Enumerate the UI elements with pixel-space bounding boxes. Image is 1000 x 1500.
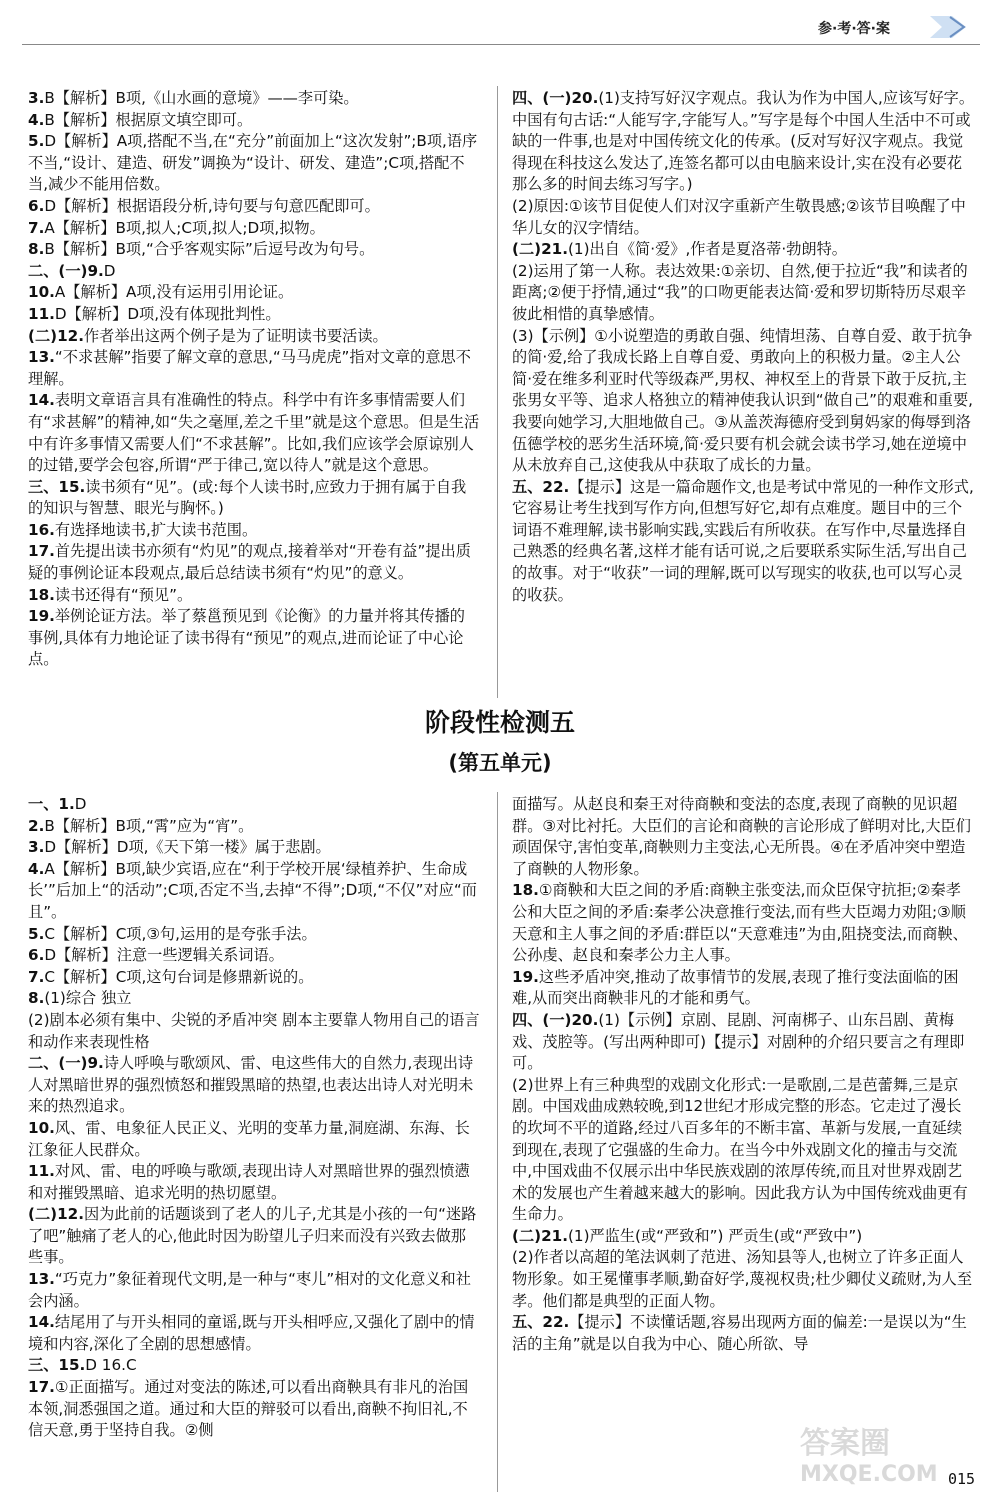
answer-text: 这些矛盾冲突,推动了故事情节的发展,表现了推行变法面临的困难,从而突出商鞅非凡的才能和勇气。 xyxy=(512,967,959,1008)
page-header xyxy=(0,0,1000,40)
answer-item xyxy=(28,131,480,196)
answer-item xyxy=(28,261,480,283)
answer-number: 五、22. xyxy=(512,1313,570,1332)
answer-text: 因为此前的话题谈到了老人的儿子,尤其是小孩的一句“迷路了吧”触痛了老人的心,他此时因为盼望儿子归来而没有兴致去做那些事。 xyxy=(28,1205,477,1267)
answer-text: 诗人呼唤与歌颂风、雷、电这些伟大的自然力,表现出诗人对黑暗世界的强烈愤怒和摧毁黑暗的热望,也表达出诗人对光明未来的热烈追求。 xyxy=(28,1054,474,1116)
section-title: 阶段性检测五 xyxy=(424,708,575,737)
answer-item xyxy=(28,1118,480,1161)
answer-text: “巧克力”象征着现代文明,是一种与“枣儿”相对的文化意义和社会内涵。 xyxy=(28,1270,471,1310)
answer-number: 13. xyxy=(28,348,55,367)
watermark-logo xyxy=(800,1418,970,1488)
answer-text: D xyxy=(103,261,116,280)
answer-item xyxy=(28,837,480,859)
answer-text: 风、雷、电象征人民正义、光明的变革力量,洞庭湖、东海、长江象征人民群众。 xyxy=(28,1118,470,1159)
answer-text: 作者举出这两个例子是为了证明读书要活读。 xyxy=(83,326,388,345)
column-divider xyxy=(497,792,498,1492)
answer-number: 7. xyxy=(28,218,45,237)
answer-text: A【解析】B项,拟人;C项,拟人;D项,拟物。 xyxy=(44,218,325,237)
answer-item xyxy=(28,196,480,218)
answer-number: 6. xyxy=(28,196,45,215)
answer-number: 2. xyxy=(28,816,45,835)
answer-item xyxy=(512,1247,974,1312)
page-number: 015 xyxy=(948,1470,976,1488)
answers-column-4 xyxy=(512,794,974,1355)
answer-item xyxy=(28,282,480,304)
answer-number: 6. xyxy=(28,946,45,965)
answer-item xyxy=(28,304,480,326)
answer-item xyxy=(28,945,480,967)
answer-number: 4. xyxy=(28,110,45,129)
answer-item xyxy=(28,1010,480,1053)
answer-item xyxy=(28,477,480,520)
answer-number: 19. xyxy=(512,967,539,986)
answer-item xyxy=(28,390,480,476)
answer-text: 面描写。从赵良和秦王对待商鞅和变法的态度,表现了商鞅的见识超群。③对比衬托。大臣们的言论和商鞅的言论形成了鲜明对比,大臣们顽固保守,害怕变革,商鞅则力主变法,心无所畏。④在矛盾冲突中塑造了商鞅的人物形象。 xyxy=(512,795,971,878)
watermark-line: MXQE.COM xyxy=(800,1462,938,1487)
answer-item xyxy=(512,1075,974,1226)
answer-text: 举例论证方法。举了蔡邕预见到《论衡》的力量并将其传播的事例,具体有力地论证了读书得有“预见”的观点,进而论证了中心论点。 xyxy=(28,607,465,669)
answer-number: 17. xyxy=(28,1378,55,1397)
answer-item xyxy=(28,520,480,542)
answer-text: 【提示】这是一篇命题作文,也是考试中常见的一种作文形式,它容易让考生找到写作方向,但想写好它,却有点难度。题目中的三个词语不难理解,读书影响实践,实践后有所收获。在写作中,尽量选择自己熟悉的经典名著,这样才能有话可说,之后要联系实际生活,写出自己的故事。对于“收获”一词的理解,既可以写现实的收获,也可以写心灵的收获。 xyxy=(512,477,974,604)
answer-number: 四、(一)20. xyxy=(512,89,599,107)
answer-number: 11. xyxy=(28,1162,55,1181)
answer-number: 10. xyxy=(28,1118,55,1137)
answer-number: (二)21. xyxy=(512,1226,568,1245)
answer-number: 二、(一)9. xyxy=(28,261,104,280)
answer-number: 一、1. xyxy=(28,795,75,813)
answer-number: (二)12. xyxy=(28,1205,84,1224)
answer-number: 三、15. xyxy=(28,1356,86,1375)
answer-text: C【解析】C项,③句,运用的是夸张手法。 xyxy=(44,924,317,943)
answer-item xyxy=(28,1355,480,1377)
section-subtitle: (第五单元) xyxy=(448,751,552,775)
answer-number: 3. xyxy=(28,838,45,857)
answer-number: (二)12. xyxy=(28,326,84,345)
answer-number: 3. xyxy=(28,89,45,107)
answer-item xyxy=(512,1010,974,1075)
answer-number: 5. xyxy=(28,132,45,151)
answer-number: 二、(一)9. xyxy=(28,1054,104,1073)
answer-item xyxy=(512,326,974,477)
answer-text: D【解析】注意一些逻辑关系词语。 xyxy=(44,946,284,965)
answer-item xyxy=(512,1312,974,1355)
answer-text: A【解析】A项,没有运用引用论证。 xyxy=(54,283,294,302)
answer-number: 17. xyxy=(28,542,55,561)
answer-number: 四、(一)20. xyxy=(512,1010,599,1029)
answer-item xyxy=(512,967,974,1010)
answers-column-2 xyxy=(512,88,974,606)
answer-item xyxy=(28,1377,480,1442)
answer-text: (2)剧本必须有集中、尖锐的矛盾冲突 剧本主要靠人物用自己的语言和动作来表现性格 xyxy=(28,1010,480,1051)
answer-text: (2)运用了第一人称。表达效果:①亲切、自然,便于拉近“我”和读者的距离;②便于抒情,通过“我”的口吻更能表达简·爱和罗切斯特历尽艰辛彼此相惜的真挚感情。 xyxy=(512,261,968,323)
answer-text: 表明文章语言具有准确性的特点。科学中有许多事情需要人们有“求甚解”的精神,如“失之毫厘,差之千里”就是这个意思。但是生活中有许多事情又需要人们“不求甚解”。比如,我们应该学会原谅别人的过错,要学会包容,所谓“严于律己,宽以待人”就是这个意思。 xyxy=(28,391,480,475)
answer-text: (1)支持写好汉字观点。我认为作为中国人,应该写好字。中国有句古话:“人能写字,字能写人。”写字是每个中国人生活中不可或缺的一件事,也是对中国传统文化的传承。(反对写好汉字观点。我觉得现在科技这么发达了,连签名都可以由电脑来设计,实在没有必要花那么多的时间去练习写字。) xyxy=(512,89,975,194)
answer-text: (2)原因:①该节目促使人们对汉字重新产生敬畏感;②该节目唤醒了中华儿女的汉字情结。 xyxy=(512,196,966,237)
answers-column-3 xyxy=(28,794,480,1442)
answer-text: 读书还得有“预见”。 xyxy=(54,585,193,604)
answer-text: C【解析】C项,这句台词是修鼎新说的。 xyxy=(44,967,314,986)
answer-item xyxy=(28,1053,480,1118)
answer-number: 11. xyxy=(28,304,55,323)
answer-number: 19. xyxy=(28,607,55,626)
answer-number: 18. xyxy=(512,881,539,900)
answer-text: B【解析】根据原文填空即可。 xyxy=(44,110,253,129)
answer-item xyxy=(28,110,480,132)
answer-number: 10. xyxy=(28,283,55,302)
answer-text: (2)作者以高超的笔法讽刺了范进、汤知县等人,也树立了许多正面人物形象。如王冕懂事孝顺,勤奋好学,蔑视权贵;杜少卿仗义疏财,为人至孝。他们都是典型的正面人物。 xyxy=(512,1248,973,1310)
answer-number: 4. xyxy=(28,859,45,878)
answer-item xyxy=(512,88,974,196)
answer-text: 结尾用了与开头相同的童谣,既与开头相呼应,又强化了剧中的情境和内容,深化了全剧的思想感情。 xyxy=(28,1313,475,1353)
chevron-right-icon xyxy=(930,14,970,40)
watermark-line: 答案圈 xyxy=(800,1426,890,1461)
answer-text: ①正面描写。通过对变法的陈述,可以看出商鞅具有非凡的治国本领,洞悉强国之道。通过和大臣的辩驳可以看出,商鞅不拘旧礼,不信天意,勇于坚持自我。②侧 xyxy=(28,1378,469,1440)
answer-number: 16. xyxy=(28,520,55,539)
answer-text: 读书须有“见”。(或:每个人读书时,应致力于拥有属于自我的知识与智慧、眼光与胸怀。) xyxy=(28,477,467,518)
column-divider xyxy=(497,86,498,698)
answer-text: D【解析】A项,搭配不当,在“充分”前面加上“这次发射”;B项,语序不当,“设计、建造、研发”调换为“设计、研发、建造”;C项,搭配不当,减少不能用倍数。 xyxy=(28,132,478,194)
answer-item xyxy=(28,326,480,348)
answer-number: 5. xyxy=(28,924,45,943)
answer-text: (1)【示例】京剧、昆剧、河南梆子、山东吕剧、黄梅戏、茂腔等。(写出两种即可)【提示】对剧种的介绍只要言之有理即可。 xyxy=(512,1010,965,1073)
answer-text: D 16.C xyxy=(85,1356,137,1375)
answer-text: (1)出自《简·爱》,作者是夏洛蒂·勃朗特。 xyxy=(567,240,847,259)
answer-text: 首先提出读书亦须有“灼见”的观点,接着举对“开卷有益”提出质疑的事例论证本段观点,最后总结读书须有“灼见”的意义。 xyxy=(28,542,471,583)
answer-item xyxy=(28,1312,480,1355)
answer-text: A【解析】B项,缺少宾语,应在“利于学校开展‘绿植养护、生命成长’”后加上“的活动”;C项,否定不当,去掉“不得”;D项,“不仅”对应“而且”。 xyxy=(28,859,477,921)
answer-item xyxy=(28,606,480,671)
answer-number: 18. xyxy=(28,585,55,604)
answers-column-1 xyxy=(28,88,480,671)
answer-item xyxy=(512,196,974,239)
answer-item xyxy=(512,261,974,326)
answer-text: (1)综合 独立 xyxy=(44,989,132,1008)
answer-item xyxy=(28,967,480,989)
answer-text: 对风、雷、电的呼唤与歌颂,表现出诗人对黑暗世界的强烈愤懑和对摧毁黑暗、追求光明的热切愿望。 xyxy=(28,1162,470,1202)
answer-item xyxy=(28,585,480,607)
answer-text: ①商鞅和大臣之间的矛盾:商鞅主张变法,而众臣保守抗拒;②秦孝公和大臣之间的矛盾:秦孝公决意推行变法,而有些大臣竭力劝阻;③顺天意和主人事之间的矛盾:群臣以“天意难违”为由,阻挠变法,而商鞅、公孙虔、赵良和秦孝公力主人事。 xyxy=(512,881,968,965)
answer-item xyxy=(512,239,974,261)
answer-item xyxy=(28,988,480,1010)
answer-item xyxy=(28,816,480,838)
answer-number: 8. xyxy=(28,989,45,1008)
answer-item xyxy=(28,347,480,390)
answer-text: D【解析】根据语段分析,诗句要与句意匹配即可。 xyxy=(44,196,380,215)
answer-item xyxy=(28,239,480,261)
answer-item xyxy=(28,794,480,816)
answer-text: (3)【示例】①小说塑造的勇敢自强、纯情坦荡、自尊自爱、敢于抗争的简·爱,给了我成长路上自尊自爱、勇敢向上的积极力量。②主人公简·爱在维多利亚时代等级森严,男权、神权至上的背景下敢于反抗,主张男女平等、追求人格独立的精神使我认识到“做自己”的艰难和重要,我要向她学习,大胆地做自己。③从盖茨海德府受到舅妈家的侮辱到洛伍德学校的恶劣生活环境,简·爱只要有机会就会读书学习,她在逆境中从未放弃自己,这使我从中获取了成长的力量。 xyxy=(512,326,974,475)
answer-number: 8. xyxy=(28,240,45,259)
answer-item xyxy=(512,880,974,966)
answer-text: “不求甚解”指要了解文章的意思,“马马虎虎”指对文章的意思不理解。 xyxy=(28,348,471,388)
answer-text: (2)世界上有三种典型的戏剧文化形式:一是歌剧,二是芭蕾舞,三是京剧。中国戏曲成熟较晚,到12世纪才形成完整的形态。它走过了漫长的坎坷不平的道路,经过八百多年的不断丰富、革新与发展,一直延续到现在,表现了它强盛的生命力。在当今中外戏剧文化的撞击与交流中,中国戏曲不仅展示出中华民族戏剧的浓厚传统,而且对世界戏剧艺术的发展也产生着越来越大的影响。因此我方认为中国传统戏曲更有生命力。 xyxy=(512,1075,968,1224)
answer-item xyxy=(28,541,480,584)
answer-text: B【解析】B项,“霄”应为“宵”。 xyxy=(44,816,254,835)
answer-number: 五、22. xyxy=(512,477,570,496)
answer-text: (1)严监生(或“严致和”) 严贡生(或“严致中”) xyxy=(567,1226,863,1245)
answer-item xyxy=(28,1269,480,1312)
answer-item xyxy=(28,1204,480,1269)
answer-number: (二)21. xyxy=(512,240,568,259)
answer-number: 13. xyxy=(28,1270,55,1289)
answer-text: B【解析】B项,《山水画的意境》——李可染。 xyxy=(44,89,359,107)
answer-item xyxy=(512,477,974,607)
answer-number: 14. xyxy=(28,391,55,410)
answer-number: 14. xyxy=(28,1313,55,1332)
answer-item xyxy=(512,1226,974,1248)
answer-number: 三、15. xyxy=(28,477,86,496)
answer-text: D xyxy=(74,795,87,813)
answer-number: 7. xyxy=(28,967,45,986)
answer-item xyxy=(28,1161,480,1204)
header-title: 参·考·答·案 xyxy=(818,21,890,37)
answer-item xyxy=(28,218,480,240)
header-divider xyxy=(22,44,980,45)
answer-item xyxy=(28,859,480,924)
answer-item xyxy=(28,924,480,946)
answer-text: D【解析】D项,《天下第一楼》属于悲剧。 xyxy=(44,838,331,857)
answer-item xyxy=(28,88,480,110)
answer-text: 有选择地读书,扩大读书范围。 xyxy=(54,520,258,539)
answer-text: 【提示】不读懂话题,容易出现两方面的偏差:一是误以为“生活的主角”就是以自我为中心、随心所欲、导 xyxy=(512,1313,967,1353)
answer-item xyxy=(512,794,974,880)
answer-text: B【解析】B项,“合乎客观实际”后逗号改为句号。 xyxy=(44,240,375,259)
answer-text: D【解析】D项,没有体现批判性。 xyxy=(54,304,281,323)
